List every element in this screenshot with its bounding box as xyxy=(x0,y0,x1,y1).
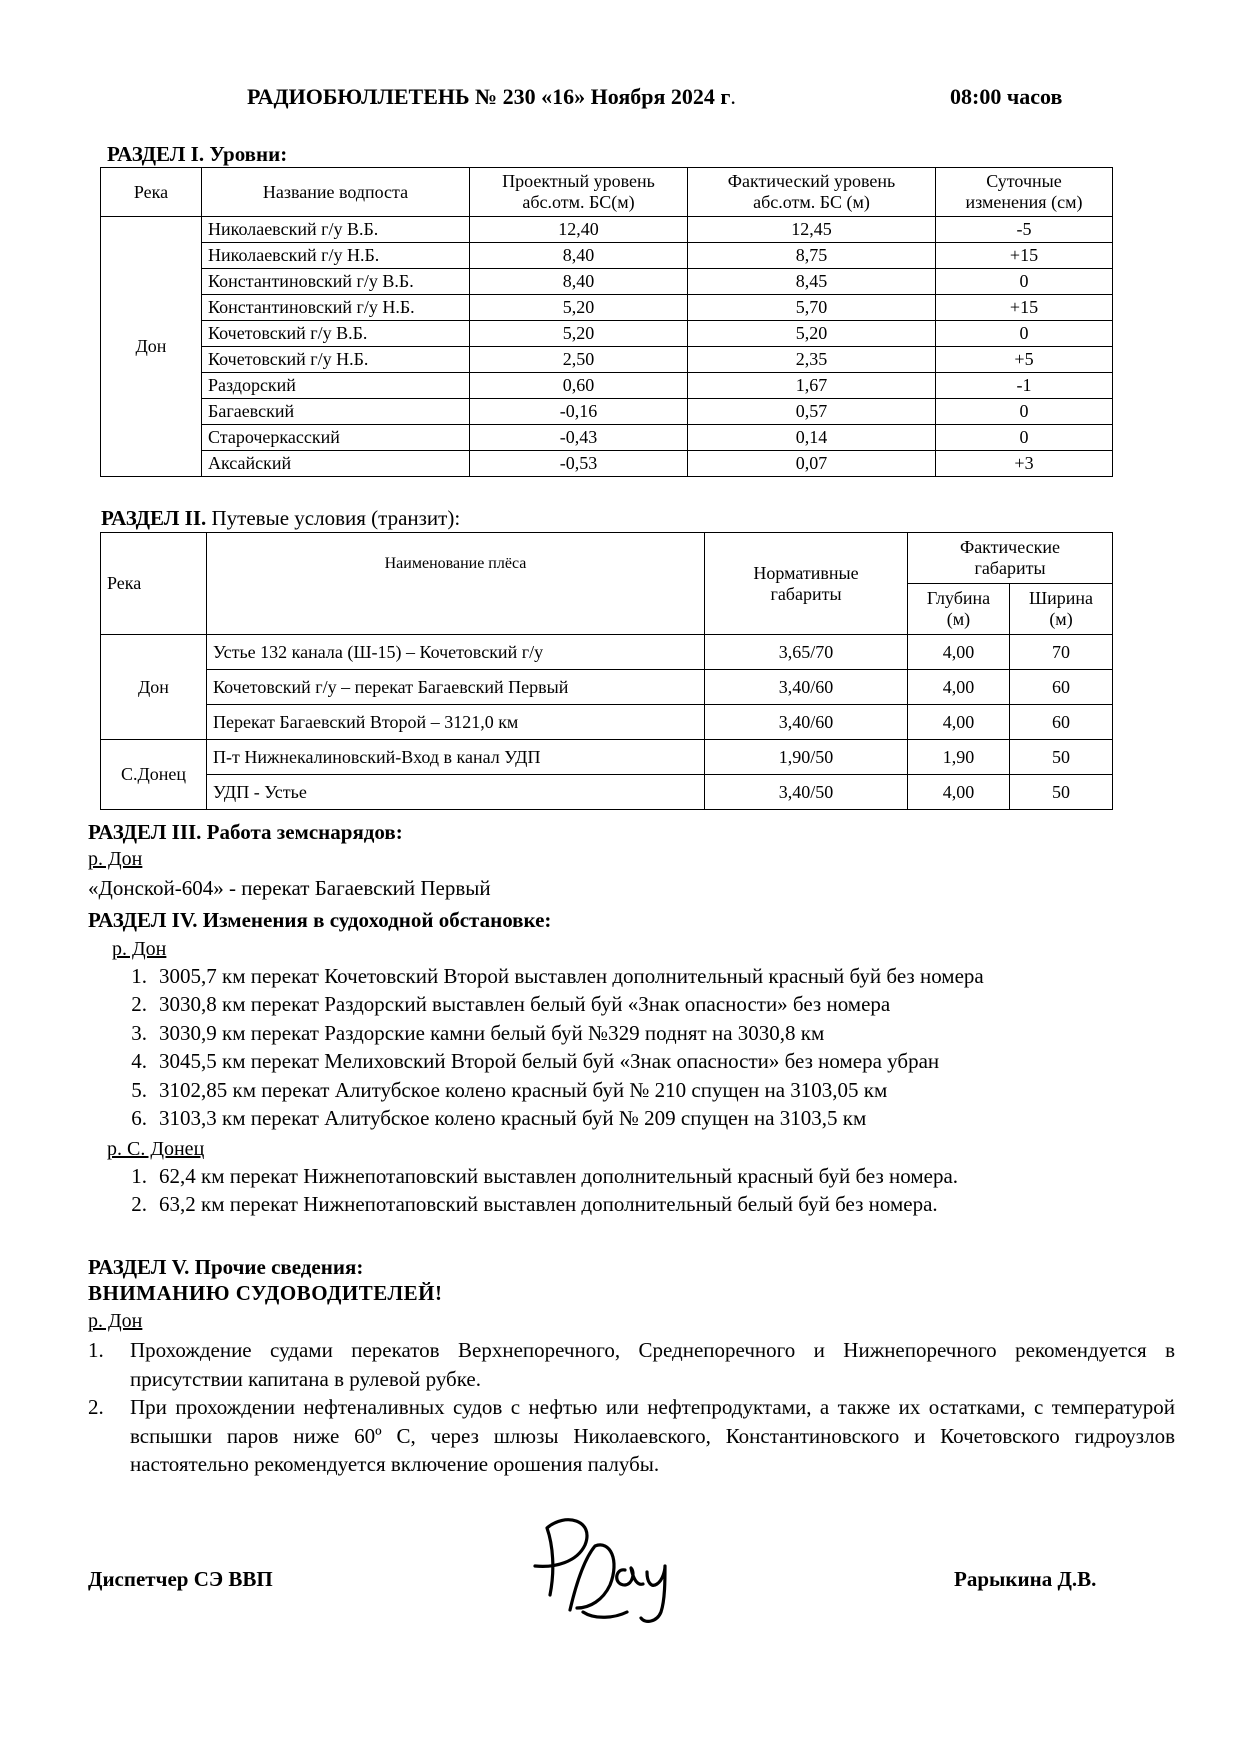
actual-level: 5,20 xyxy=(688,321,936,347)
depth: 4,00 xyxy=(908,705,1010,740)
col-normative: Нормативные габариты xyxy=(705,533,908,635)
list-item: 2. 63,2 км перекат Нижнепотаповский выставлен дополнительный белый буй без номера. xyxy=(131,1192,938,1217)
route-header-row xyxy=(101,533,1113,584)
route-table xyxy=(100,532,1113,810)
design-level: 0,60 xyxy=(470,373,688,399)
list-item: 1. 3005,7 км перекат Кочетовский Второй выставлен дополнительный красный буй без номера xyxy=(131,964,984,988)
reach-name: УДП - Устье xyxy=(207,775,705,810)
bulletin-time: 08:00 часов xyxy=(950,84,1063,109)
daily-change: 0 xyxy=(936,399,1113,425)
list-item: 1. Прохождение судами перекатов Верхнепоречного, Среднепоречного и Нижнепоречного рекомендуется в присутствии капитана в рулевой рубке. xyxy=(88,1336,1175,1393)
actual-level: 12,45 xyxy=(688,217,936,243)
design-level: 12,40 xyxy=(470,217,688,243)
reach-name: Перекат Багаевский Второй – 3121,0 км xyxy=(207,705,705,740)
normative: 3,40/60 xyxy=(705,670,908,705)
normative: 1,90/50 xyxy=(705,740,908,775)
section4-title: РАЗДЕЛ IV. Изменения в судоходной обстановке: xyxy=(88,908,552,932)
actual-level: 8,75 xyxy=(688,243,936,269)
design-level: 2,50 xyxy=(470,347,688,373)
table-row xyxy=(101,373,1113,399)
post-name: Аксайский xyxy=(202,451,470,477)
col-river: Река xyxy=(101,168,202,217)
post-name: Кочетовский г/у В.Б. xyxy=(202,321,470,347)
design-level: 8,40 xyxy=(470,269,688,295)
section3-title: РАЗДЕЛ III. Работа земснарядов: xyxy=(88,820,403,844)
table-row xyxy=(101,705,1113,740)
col-depth: Глубина (м) xyxy=(908,584,1010,635)
notice-text: Прохождение судами перекатов Верхнепоречного, Среднепоречного и Нижнепоречного рекомендуется в присутствии капитана в рулевой рубке. xyxy=(130,1338,1175,1391)
river-donets-label: р. С. Донец xyxy=(107,1138,205,1160)
col-daily-change: Суточные изменения (см) xyxy=(936,168,1113,217)
width: 50 xyxy=(1010,740,1113,775)
table-row xyxy=(101,243,1113,269)
levels-table xyxy=(100,167,1113,477)
bulletin-title: РАДИОБЮЛЛЕТЕНЬ № 230 «16» Ноября 2024 г. xyxy=(247,84,736,109)
daily-change: +3 xyxy=(936,451,1113,477)
normative: 3,65/70 xyxy=(705,635,908,670)
table-row xyxy=(101,635,1113,670)
list-item: 6. 3103,3 км перекат Алитубское колено красный буй № 209 спущен на 3103,5 км xyxy=(131,1105,867,1130)
design-level: -0,43 xyxy=(470,425,688,451)
design-level: 5,20 xyxy=(470,295,688,321)
table-row xyxy=(101,399,1113,425)
list-item: 3. 3030,9 км перекат Раздорские камни белый буй №329 поднят на 3030,8 км xyxy=(131,1020,825,1045)
table-row xyxy=(101,321,1113,347)
col-river: Река xyxy=(101,533,207,635)
reach-name: П-т Нижнекалиновский-Вход в канал УДП xyxy=(207,740,705,775)
width: 60 xyxy=(1010,670,1113,705)
section2-title: РАЗДЕЛ II. Путевые условия (транзит): xyxy=(101,506,461,530)
table-row xyxy=(101,269,1113,295)
col-post: Название водпоста xyxy=(202,168,470,217)
col-width: Ширина (м) xyxy=(1010,584,1113,635)
table-row xyxy=(101,451,1113,477)
actual-level: 0,57 xyxy=(688,399,936,425)
don-changes-list xyxy=(111,962,984,1132)
col-design-level: Проектный уровень абс.отм. БС(м) xyxy=(470,168,688,217)
river-cell: С.Донец xyxy=(101,740,207,810)
dredger-info: «Донской-604» - перекат Багаевский Первый xyxy=(88,876,491,900)
table-row xyxy=(101,425,1113,451)
design-level: 8,40 xyxy=(470,243,688,269)
depth: 4,00 xyxy=(908,670,1010,705)
river-cell: Дон xyxy=(101,635,207,740)
actual-level: 5,70 xyxy=(688,295,936,321)
daily-change: -5 xyxy=(936,217,1113,243)
table-row xyxy=(101,295,1113,321)
post-name: Николаевский г/у Н.Б. xyxy=(202,243,470,269)
width: 60 xyxy=(1010,705,1113,740)
post-name: Кочетовский г/у Н.Б. xyxy=(202,347,470,373)
col-reach: Наименование плёса xyxy=(207,533,705,635)
actual-level: 2,35 xyxy=(688,347,936,373)
table-row xyxy=(101,670,1113,705)
list-item: 2. 3030,8 км перекат Раздорский выставлен белый буй «Знак опасности» без номера xyxy=(131,992,891,1017)
daily-change: +15 xyxy=(936,295,1113,321)
section1-title: РАЗДЕЛ I. Уровни: xyxy=(107,142,288,166)
attention-heading: ВНИМАНИЮ СУДОВОДИТЕЛЕЙ! xyxy=(88,1281,443,1305)
river-don-label: р. Дон xyxy=(88,848,143,870)
post-name: Константиновский г/у В.Б. xyxy=(202,269,470,295)
donets-changes-list xyxy=(111,1162,958,1219)
depth: 1,90 xyxy=(908,740,1010,775)
width: 70 xyxy=(1010,635,1113,670)
actual-level: 8,45 xyxy=(688,269,936,295)
list-item: 4. 3045,5 км перекат Мелиховский Второй белый буй «Знак опасности» без номера убран xyxy=(131,1049,940,1074)
design-level: 5,20 xyxy=(470,321,688,347)
list-item: 1. 62,4 км перекат Нижнепотаповский выставлен дополнительный красный буй без номера. xyxy=(131,1164,959,1188)
actual-level: 0,14 xyxy=(688,425,936,451)
river-cell: Дон xyxy=(101,217,202,477)
actual-level: 1,67 xyxy=(688,373,936,399)
list-item: 2. При прохождении нефтеналивных судов с нефтью или нефтепродуктами, а также их остатками, с температурой вспышки паров ниже 60º С, через шлюзы Николаевского, Константиновского и Кочетовского гидроузлов настоятельно рекомендуется включение орошения палубы. xyxy=(88,1393,1175,1479)
col-actual-dimensions: Фактические габариты xyxy=(908,533,1113,584)
depth: 4,00 xyxy=(908,635,1010,670)
post-name: Старочеркасский xyxy=(202,425,470,451)
table-row xyxy=(101,347,1113,373)
reach-name: Кочетовский г/у – перекат Багаевский Первый xyxy=(207,670,705,705)
table-row xyxy=(101,775,1113,810)
daily-change: 0 xyxy=(936,321,1113,347)
daily-change: -1 xyxy=(936,373,1113,399)
col-actual-level: Фактический уровень абс.отм. БС (м) xyxy=(688,168,936,217)
levels-header-row xyxy=(101,168,1113,217)
reach-name: Устье 132 канала (Ш-15) – Кочетовский г/у xyxy=(207,635,705,670)
signer-name: Рарыкина Д.В. xyxy=(954,1567,1097,1591)
depth: 4,00 xyxy=(908,775,1010,810)
list-item: 5. 3102,85 км перекат Алитубское колено красный буй № 210 спущен на 3103,05 км xyxy=(131,1077,888,1102)
design-level: -0,53 xyxy=(470,451,688,477)
post-name: Константиновский г/у Н.Б. xyxy=(202,295,470,321)
daily-change: +5 xyxy=(936,347,1113,373)
daily-change: 0 xyxy=(936,425,1113,451)
table-row xyxy=(101,217,1113,243)
normative: 3,40/50 xyxy=(705,775,908,810)
river-don-label: р. Дон xyxy=(112,938,167,960)
daily-change: +15 xyxy=(936,243,1113,269)
signer-position: Диспетчер СЭ ВВП xyxy=(88,1567,273,1591)
design-level: -0,16 xyxy=(470,399,688,425)
notice-text: При прохождении нефтеналивных судов с нефтью или нефтепродуктами, а также их остатками, с температурой вспышки паров ниже 60º С, через шлюзы Николаевского, Константиновского и Кочетовского гидроузлов настоятельно рекомендуется включение орошения палубы. xyxy=(130,1395,1175,1476)
actual-level: 0,07 xyxy=(688,451,936,477)
section5-title: РАЗДЕЛ V. Прочие сведения: xyxy=(88,1255,364,1279)
daily-change: 0 xyxy=(936,269,1113,295)
width: 50 xyxy=(1010,775,1113,810)
post-name: Багаевский xyxy=(202,399,470,425)
post-name: Николаевский г/у В.Б. xyxy=(202,217,470,243)
post-name: Раздорский xyxy=(202,373,470,399)
handwritten-signature xyxy=(515,1500,715,1630)
river-don-label: р. Дон xyxy=(88,1310,143,1332)
table-row xyxy=(101,740,1113,775)
normative: 3,40/60 xyxy=(705,705,908,740)
